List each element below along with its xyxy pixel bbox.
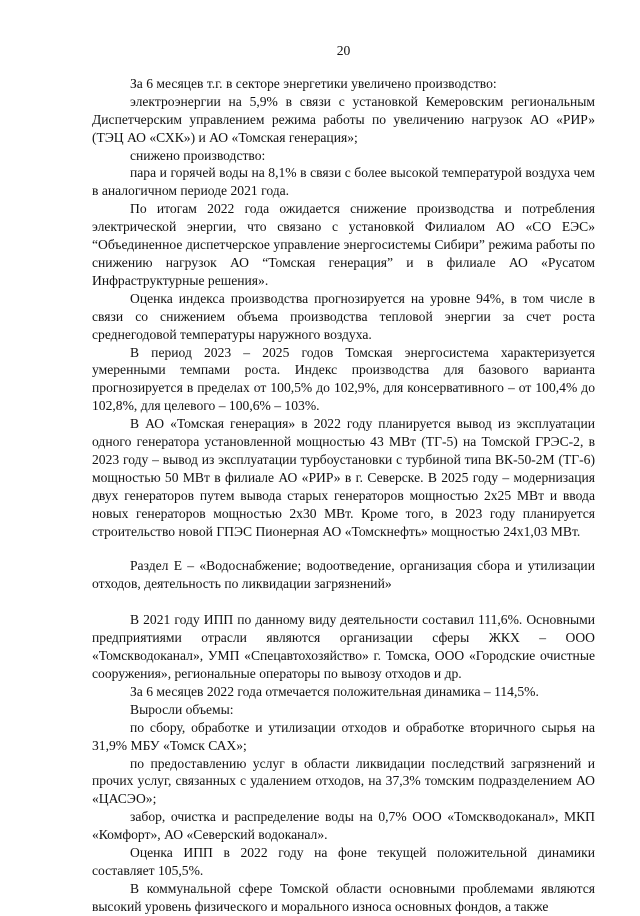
paragraph: В период 2023 – 2025 годов Томская энергосистема характеризуется умеренными темпами роста. Индекс производства для базового варианта прогнозируется в пределах от 100,5% до 102,9%, для консервативного – от 100,4% до 102,8%, для целевого – 100,6% – 103%. xyxy=(92,344,595,414)
paragraph: Оценка ИПП в 2022 году на фоне текущей положительной динамики составляет 105,5%. xyxy=(92,845,595,878)
paragraph: За 6 месяцев т.г. в секторе энергетики увеличено производство: xyxy=(130,75,497,91)
paragraph: В коммунальной сфере Томской области основными проблемами являются высокий уровень физического и морального износа основных фондов, а также xyxy=(92,880,595,914)
paragraph: Выросли объемы: xyxy=(130,701,234,717)
section-title: Раздел Е – «Водоснабжение; водоотведение, организация сбора и утилизации отходов, деятельность по ликвидации загрязнений» xyxy=(92,558,595,592)
page-number: 20 xyxy=(336,43,351,58)
paragraph: электроэнергии на 5,9% в связи с установкой Кемеровским региональным Диспетчерским управлением режима работы по увеличению нагрузок АО «РИР» (ТЭЦ АО «СХК») и АО «Томская генерация»; xyxy=(92,93,595,145)
paragraph: по сбору, обработке и утилизации отходов и обработке вторичного сырья на 31,9% МБУ «Томск САХ»; xyxy=(92,719,595,753)
paragraph: по предоставлению услуг в области ликвидации последствий загрязнений и прочих услуг, связанных с удалением отходов, на 37,3% томским подразделением АО «ЦАСЭО»; xyxy=(92,755,595,807)
paragraph: Оценка индекса производства прогнозируется на уровне 94%, в том числе в связи со снижением объема производства тепловой энергии за счет роста среднегодовой температуры наружного воздуха. xyxy=(92,290,595,342)
paragraph: снижено производство: xyxy=(130,147,266,163)
paragraph: По итогам 2022 года ожидается снижение производства и потребления электрической энергии, что связано с установкой Филиалом АО «СО ЕЭС» “Объединенное диспетчерское управление энергосистемы Сибири” режима работы по снижению нагрузок АО “Томская генерация” и в филиале АО «Русатом Инфраструктурные решения». xyxy=(92,201,595,288)
paragraph: В АО «Томская генерация» в 2022 году планируется вывод из эксплуатации одного генератора установленной мощностью 43 МВт (ТГ-5) на Томской ГРЭС-2, в 2023 году – вывод из эксплуатации турбоустановки с турбиной типа ВК-50-2М (ТГ-6) мощностью 50 МВт в филиале АО «РИР» в г. Северске. В 2025 году – модернизация двух генераторов путем вывода старых генераторов мощностью 2х25 МВт и ввода новых генераторов мощностью 2х30 МВт. Кроме того, в 2023 году планируется строительство новой ГПЭС Пионерная АО «Томскнефть» мощностью 24х1,03 МВт. xyxy=(92,416,595,539)
paragraph: В 2021 году ИПП по данному виду деятельности составил 111,6%. Основными предприятиями отрасли являются организации сферы ЖКХ – ООО «Томскводоканал», УМП «Спецавтохозяйство» г. Томска, ООО «Городские очистные сооружения», региональные операторы по вывозу отходов и др. xyxy=(92,612,595,681)
paragraph: забор, очистка и распределение воды на 0,7% ООО «Томскводоканал», МКП «Комфорт», АО «Северский водоканал». xyxy=(92,809,595,843)
paragraph: пара и горячей воды на 8,1% в связи с более высокой температурой воздуха чем в аналогичном периоде 2021 года. xyxy=(92,165,595,199)
document-page xyxy=(92,42,595,916)
paragraph: За 6 месяцев 2022 года отмечается положительная динамика – 114,5%. xyxy=(130,683,539,699)
